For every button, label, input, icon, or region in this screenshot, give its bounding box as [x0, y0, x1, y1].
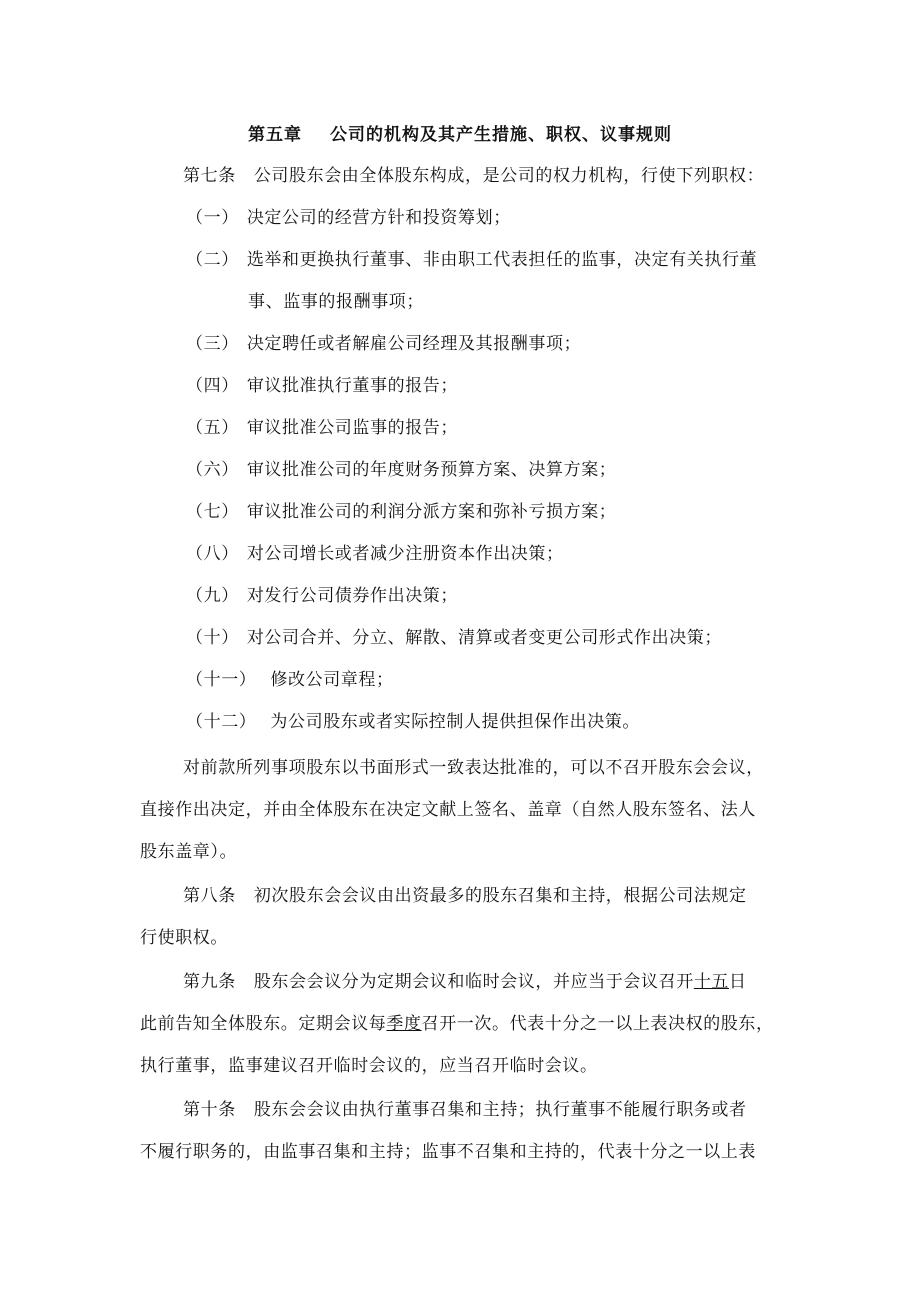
article-8-label: 第八条 — [183, 886, 236, 906]
chapter-heading: 公司的机构及其产生措施、职权、议事规则 — [330, 125, 672, 145]
list-item: （二） 选举和更换执行董事、非由职工代表担任的监事，决定有关执行董 — [186, 250, 758, 270]
paragraph-line: 行使职权。 — [140, 928, 228, 948]
list-item: （十二） 为公司股东或者实际控制人提供担保作出决策。 — [186, 712, 641, 732]
list-item: （十） 对公司合并、分立、解散、清算或者变更公司形式作出决策； — [186, 628, 723, 648]
list-item: （七） 审议批准公司的利润分派方案和弥补亏损方案； — [186, 502, 617, 522]
chapter-title — [0, 120, 920, 145]
list-item: （八） 对公司增长或者减少注册资本作出决策； — [186, 544, 564, 564]
list-item: （十一） 修改公司章程； — [186, 670, 394, 690]
paragraph-line: 此前告知全体股东。定期会议每季度召开一次。代表十分之一以上表决权的股东， — [140, 1014, 774, 1034]
paragraph-line: 股东盖章）。 — [140, 842, 238, 862]
article-7-text: 公司股东会由全体股东构成，是公司的权力机构，行使下列职权： — [253, 166, 765, 186]
article-9-line: 第九条 股东会会议分为定期会议和临时会议，并应当于会议召开十五日 — [183, 972, 747, 992]
chapter-number: 第五章 — [248, 125, 302, 145]
article-8-line: 第八条 初次股东会会议由出资最多的股东召集和主持，根据公司法规定 — [183, 886, 747, 906]
paragraph-line: 执行董事，监事建议召开临时会议的，应当召开临时会议。 — [140, 1056, 598, 1076]
article-7-line — [183, 164, 764, 188]
list-item: （六） 审议批准公司的年度财务预算方案、决算方案； — [186, 460, 617, 480]
list-item: （一） 决定公司的经营方针和投资筹划； — [186, 208, 511, 228]
article-10-label: 第十条 — [183, 1100, 236, 1120]
paragraph-line: 对前款所列事项股东以书面形式一致表达批准的，可以不召开股东会会议， — [183, 758, 764, 778]
article-9-label: 第九条 — [183, 972, 236, 992]
article-7-label: 第七条 — [183, 166, 236, 186]
underlined-term: 十五 — [693, 972, 730, 992]
paragraph-line: 直接作出决定，并由全体股东在决定文献上签名、盖章（自然人股东签名、法人 — [140, 800, 756, 820]
list-item: （五） 审议批准公司监事的报告； — [186, 418, 459, 438]
article-10-line: 第十条 股东会会议由执行董事召集和主持；执行董事不能履行职务或者 — [183, 1100, 747, 1120]
underlined-term: 季度 — [386, 1014, 422, 1034]
list-item-continuation: 事、监事的报酬事项； — [248, 292, 424, 312]
list-item: （三） 决定聘任或者解雇公司经理及其报酬事项； — [186, 334, 582, 354]
list-item: （九） 对发行公司债券作出决策； — [186, 586, 459, 606]
list-item: （四） 审议批准执行董事的报告； — [186, 376, 459, 396]
paragraph-line: 不履行职务的，由监事召集和主持；监事不召集和主持的，代表十分之一以上表 — [140, 1142, 756, 1162]
